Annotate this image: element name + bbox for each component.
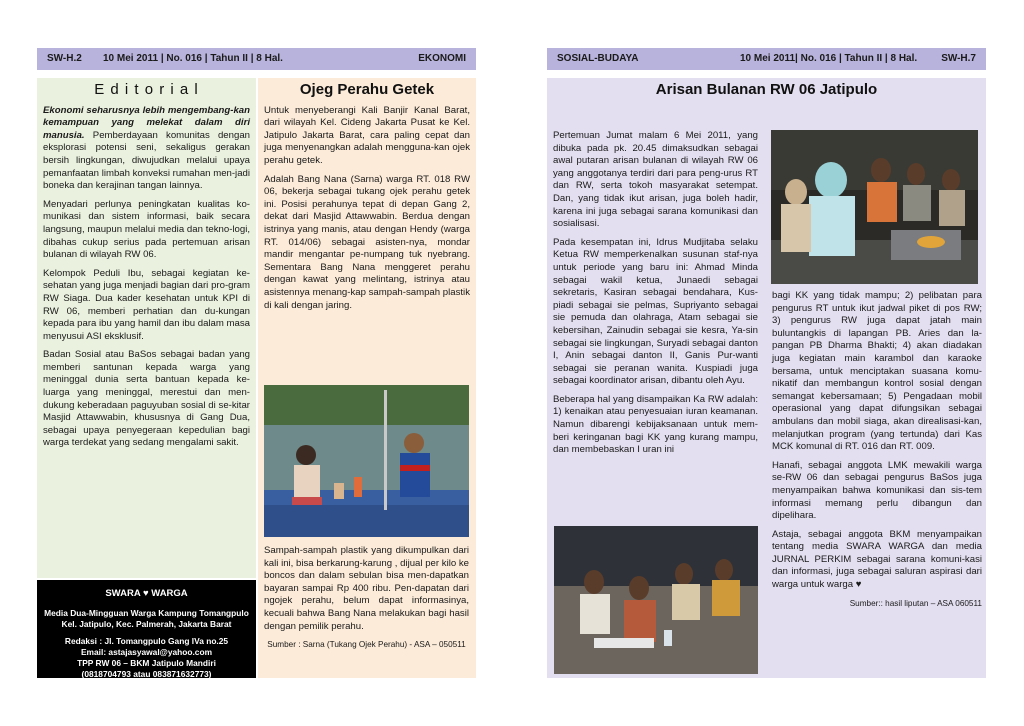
arisan-paragraph: bagi KK yang tidak mampu; 2) pelibatan para pengurus RT untuk ikut jadwal piket di pos RW; 3) pengurus RW juga dapat jatah main buluntangkis di lapangan PB. Aries dan la-pangan PB Dharma Bhakti; 4) akan diadakan juga kegiatan main karambol dan karaoke bersama, untuk menciptakan suasana komu-nikatif dan membangun kontrol sosial dengan semangat kebersamaan; 5) Pengadaan mobil operasional yang dapat difungsikan sebagai ambulans dan mobil siaga, akan direalisasi-kan, melanjutkan program (yang tertunda) dari Kas MCK komunal di RT. 016 dan RT. 009.: [772, 290, 982, 453]
right-page: [547, 48, 986, 678]
section-label: SOSIAL-BUDAYA: [557, 53, 639, 64]
boat-photo-image: [264, 385, 469, 537]
masthead-line: TPP RW 06 – BKM Jatipulo Mandiri: [77, 658, 216, 668]
masthead-title: SWARA ♥ WARGA: [105, 588, 188, 599]
masthead-line: Redaksi : Jl. Tomangpulo Gang IVa no.25: [64, 636, 229, 646]
left-page-header: [37, 48, 476, 70]
editorial-title: E d i t o r i a l: [94, 81, 199, 98]
masthead-box: [37, 580, 256, 678]
ojeg-title: Ojeg Perahu Getek: [299, 81, 435, 98]
meeting-photo-bottom-image: [554, 526, 758, 674]
ojeg-column: [258, 78, 476, 678]
arisan-paragraph: Hanafi, sebagai anggota LMK mewakili warga se-RW 06 dan sebagai pengurus BaSos juga menyampaikan bahwa komunikasi dan sis-tem informasi memang perlu dibangun dan dipelihara.: [772, 459, 982, 522]
editorial-paragraph: [43, 105, 250, 193]
arisan-title: Arisan Bulanan RW 06 Jatipulo: [655, 81, 878, 98]
right-page-header: [547, 48, 986, 70]
meeting-photo-top-image: [771, 130, 978, 284]
ojeg-paragraph: Untuk menyeberangi Kali Banjir Kanal Barat, dari wilayah Kel. Cideng Jakarta Pusat ke Kel. Jatipulo Jakarta Barat, cara paling cepat dan juga menyenangkan adalah mengguna-kan ojek perahu getek.: [264, 104, 470, 166]
ojeg-bottom: [264, 545, 469, 652]
arisan-paragraph: Pertemuan Jumat malam 6 Mei 2011, yang dibuka pada pk. 20.45 dimaksudkan sebagai awal putaran arisan bulanan di wilayah RW 06 yang anggotanya terdiri dari para peng-urus RT dan RW, serta tokoh masyarakat setempat. Dan, yang tidak ikut arisan, juga boleh hadir, karena ini juga sebagai sarana komunikasi dan sosialisasi.: [553, 130, 758, 230]
issue-info: 10 Mei 2011| No. 016 | Tahun II | 8 Hal.: [740, 53, 918, 64]
boat-photo: [264, 385, 469, 537]
page-number: SW-H.2: [47, 53, 82, 64]
arisan-left-text: [553, 130, 758, 463]
meeting-photo-top: [771, 130, 978, 284]
arisan-paragraph: Pada kesempatan ini, Idrus Mudjitaba selaku Ketua RW memperkenalkan susunan staf-nya untuk periode yang baru ini: Ahmad Minda sebagai wakil ketua, Junaedi sebagai sekretaris, Kasiran sebagai bendahara, Kus-piadi sebagai sie pelmas, Supriyanto sebagai sie pemuda dan olahraga, Atam sebagai sie kebersihan, Zainudin sebagai sie kesra, Ya-sin sebagai sie lingkungan, Suryadi sebagai danton I, Anin sebagai danton II, Ganis Pur-wanti sebagai sie peranan wanita. Kuspiadi juga sebagai koordinator arisan, dibantu oleh Ayu.: [553, 236, 758, 387]
page-number: SW-H.7: [941, 53, 976, 64]
ojeg-source: Sumber : Sarna (Tukang Ojek Perahu) - ASA – 050511: [267, 640, 466, 650]
masthead-line: Media Dua-Mingguan Warga Kampung Tomangpulo: [44, 608, 249, 618]
ojeg-paragraph: Adalah Bang Nana (Sarna) warga RT. 018 RW 06, bekerja sebagai tukang ojek perahu getek ini. Posisi perahunya tepat di depan Gang 2, dekat dari Masjid Attawwabin. Berdua dengan istrinya yang manis, atau dengan Hendy (warga RT. 014/06) sebagai asisten-nya, mondar mandir mengantar pe-numpang tuk nyebrang. Sementara Bang Nana menggeret perahu dengan kawat yang melintang, istrinya atau asistennya menang-kap sampah-sampah plastik di kali dengan jaring.: [264, 173, 470, 311]
arisan-paragraph: Astaja, sebagai anggota BKM menyampaikan tentang media SWARA WARGA dan media JURNAL PERKIM sebagai sarana komuni-kasi dan informasi, juga sebagai saluran aspirasi dari warga untuk warga ♥: [772, 528, 982, 591]
section-label: EKONOMI: [418, 53, 466, 64]
editorial-column: [37, 78, 256, 578]
masthead-email: Email: astajasyawal@yahoo.com: [80, 647, 213, 657]
ojeg-paragraph: Sampah-sampah plastik yang dikumpulkan dari kali ini, bisa berkarung-karung , dijual per kilo ke boncos dan dalam sebulan bisa men-dapatkan bayaran sampai Rp 400 ribu. Pen-dapatan dari ngojek perahu, belum dapat informasinya, kecuali bahwa Bang Nana melakukan bagi hasil dengan pemilik perahu.: [264, 545, 469, 632]
editorial-paragraph: Badan Sosial atau BaSos sebagai badan yang memberi santunan kepada warga yang meninggal dunia serta bantuan kepada ke-luarga yang meninggal, merestui dan men-dukung keberadaan paguyuban sosial di se-kitar Masjid Attawwabin, khususnya di Gang Dua, sebagai upaya penyegeraan kepedulian bagi warga terdekat yang sedang mengalami sakit.: [43, 349, 250, 449]
arisan-source: Sumber:: hasil liputan – ASA 060511: [849, 598, 982, 608]
editorial-paragraph: Menyadari perlunya peningkatan kualitas ko-munikasi dan sistem informasi, baik secara langsung, maupun melalui media dan tekno-logi, dibahas cukup serius pada pertemuan arisan bulanan di wilayah RW 06.: [43, 198, 250, 261]
arisan-right-text: [772, 290, 982, 610]
meeting-photo-bottom: [554, 526, 758, 674]
issue-info: 10 Mei 2011 | No. 016 | Tahun II | 8 Hal.: [103, 53, 283, 64]
editorial-p1: Pemberdayaan komunitas dengan eksplorasi potensi seni, sekaligus gerakan bersih lingkungan, diwujudkan melalui upaya pemanfaatan limbah konveksi rumahan men-jadi boneka dan kerajinan tangan lainnya.: [43, 129, 250, 192]
left-page: [37, 48, 476, 678]
arisan-paragraph: Beberapa hal yang disampaikan Ka RW adalah: 1) kenaikan atau penyesuaian iuran keamanan. Namun dibarengi kebijaksanaan untuk mem-beri keringanan bagi KK yang kurang mampu, dan membebaskan I uran ini: [553, 393, 758, 456]
arisan-column: [547, 78, 986, 678]
editorial-paragraph: Kelompok Peduli Ibu, sebagai kegiatan ke-sehatan yang juga menjadi bagian dari pro-gram RW Siaga. Dua kader kesehatan untuk KPI di RW 06, memberi perhatian dan du-kungan kepada para ibu yang hamil dan ibu dalam masa menyusui ASI eksklusif.: [43, 267, 250, 342]
masthead-line: Kel. Jatipulo, Kec. Palmerah, Jakarta Barat: [61, 619, 232, 629]
masthead-phone: (0818704793 atau 083871632773): [81, 669, 212, 679]
editorial-lead: Ekonomi seharusnya lebih mengembang-kan kemampuan yang melekat dalam diri manusia.: [43, 104, 250, 141]
